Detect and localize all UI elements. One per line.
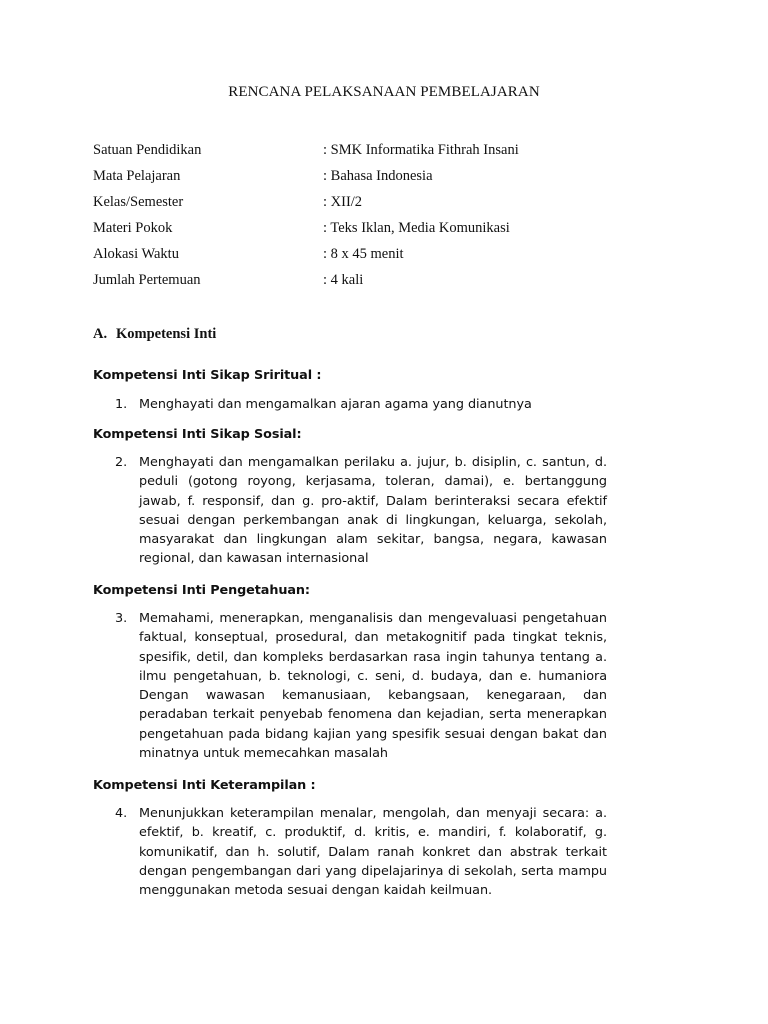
identity-row	[93, 245, 693, 271]
identity-value: : XII/2	[323, 194, 363, 210]
identity-value: : 8 x 45 menit	[323, 246, 404, 262]
competency-heading-skills: Kompetensi Inti Keterampilan :	[93, 778, 316, 793]
competency-heading-spiritual: Kompetensi Inti Sikap Sriritual :	[93, 368, 322, 383]
identity-table	[93, 141, 693, 297]
competency-heading-social: Kompetensi Inti Sikap Sosial:	[93, 427, 302, 442]
item-text: Memahami, menerapkan, menganalisis dan mengevaluasi pengetahuan faktual, konseptual, prosedural, dan metakognitif pada tingkat teknis, spesifik, detil, dan kompleks berdasarkan rasa ingin tahunya tentang a. ilmu pengetahuan, b. teknologi, c. seni, d. budaya, dan e. humaniora Dengan wawasan kemanusiaan, kebangsaan, kenegaraan, dan peradaban terkait penyebab fenomena dan kejadian, serta menerapkan pengetahuan pada bidang kajian yang spesifik sesuai dengan bakat dan minatnya untuk memecahkan masalah	[139, 611, 607, 762]
competency-heading-knowledge: Kompetensi Inti Pengetahuan:	[93, 583, 310, 598]
item-text: Menunjukkan keterampilan menalar, mengolah, dan menyaji secara: a. efektif, b. kreatif, c. produktif, d. kritis, e. mandiri, f. kolaboratif, g. komunikatif, dan h. solutif, Dalam ranah konkret dan abstrak terkait dengan pengembangan dari yang dipelajarinya di sekolah, serta mampu menggunakan metoda sesuai dengan kaidah keilmuan.	[139, 806, 607, 899]
identity-row	[93, 193, 693, 219]
section-letter: A.	[93, 326, 108, 342]
identity-value: : Bahasa Indonesia	[323, 168, 433, 184]
identity-value: : 4 kali	[323, 272, 364, 288]
identity-label: Mata Pelajaran	[93, 168, 181, 184]
identity-label: Satuan Pendidikan	[93, 142, 202, 158]
item-text: Menghayati dan mengamalkan ajaran agama yang dianutnya	[139, 397, 532, 412]
identity-row	[93, 219, 693, 245]
identity-row	[93, 141, 693, 167]
identity-row	[93, 167, 693, 193]
item-text: Menghayati dan mengamalkan perilaku a. jujur, b. disiplin, c. santun, d. peduli (gotong royong, kerjasama, toleran, damai), e. bertanggung jawab, f. responsif, dan g. pro-aktif, Dalam berinteraksi secara efektif sesuai dengan perkembangan anak di lingkungan, keluarga, sekolah, masyarakat dan lingkungan alam sekitar, bangsa, negara, kawasan regional, dan kawasan internasional	[139, 455, 607, 567]
item-number: 1.	[115, 397, 128, 412]
identity-row	[93, 271, 693, 297]
identity-label: Alokasi Waktu	[93, 246, 179, 262]
section-title: Kompetensi Inti	[116, 326, 217, 342]
identity-label: Materi Pokok	[93, 220, 173, 236]
item-number: 3.	[115, 611, 128, 626]
item-number: 4.	[115, 806, 128, 821]
section-heading-a	[93, 326, 216, 343]
identity-label: Kelas/Semester	[93, 194, 184, 210]
item-number: 2.	[115, 455, 128, 470]
identity-label: Jumlah Pertemuan	[93, 272, 201, 288]
identity-value: : Teks Iklan, Media Komunikasi	[323, 220, 510, 236]
identity-value: : SMK Informatika Fithrah Insani	[323, 142, 519, 158]
document-title: RENCANA PELAKSANAAN PEMBELAJARAN	[228, 84, 540, 100]
